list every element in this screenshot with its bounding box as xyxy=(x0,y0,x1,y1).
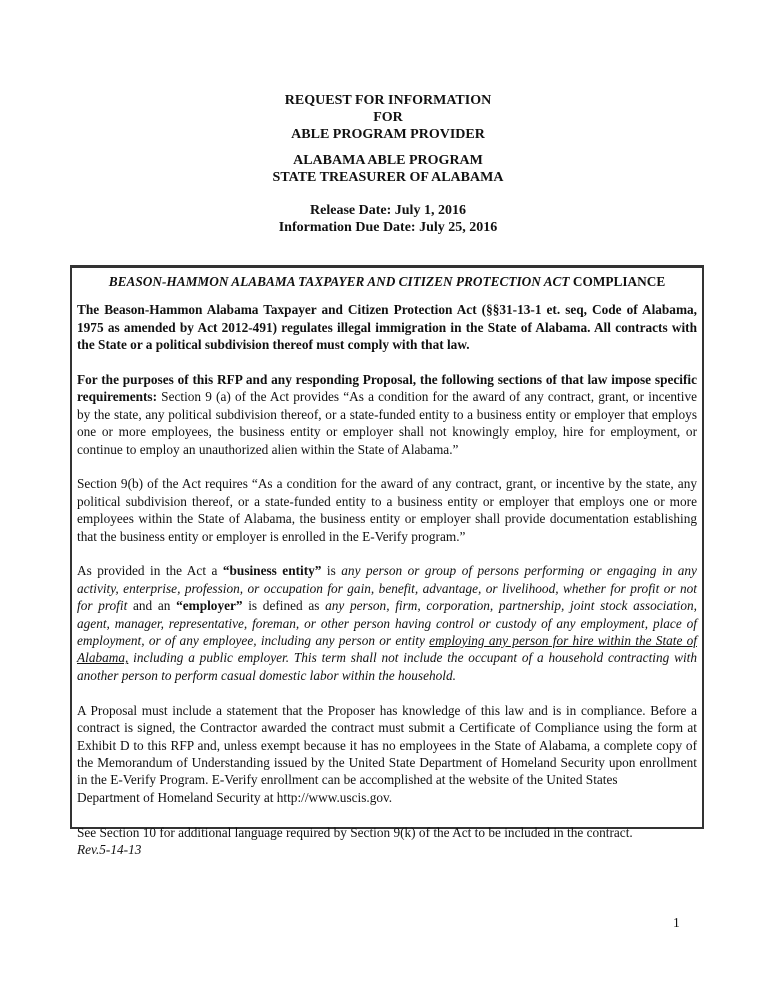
term-business-entity: “business entity” xyxy=(222,563,322,579)
title-line: FOR xyxy=(373,110,403,125)
title-line: REQUEST FOR INFORMATION xyxy=(284,93,492,108)
release-date: Release Date: July 1, 2016 xyxy=(310,203,466,218)
title-line: ABLE PROGRAM PROVIDER xyxy=(291,127,485,142)
document-title xyxy=(0,92,768,143)
paragraph-section-10: See Section 10 for additional language required by Section 9(k) of the Act to be included in the contract. xyxy=(77,824,633,840)
paragraph-intro: The Beason-Hammon Alabama Taxpayer and Citizen Protection Act (§§31-13-1 et. seq, Code of Alabama, 1975 as amended by Act 2012-491) regulates illegal immigration in the State of Alabama. All contracts with the State or a political subdivision thereof must comply with that law. xyxy=(77,302,697,353)
due-date: Information Due Date: July 25, 2016 xyxy=(278,220,498,235)
issuer-block xyxy=(0,152,768,186)
paragraph-lead: For the purposes of this RFP and any responding Proposal, the following sections of that law impose specific requirements: xyxy=(77,372,697,405)
text: is xyxy=(321,563,342,579)
paragraph-proposal-requirements xyxy=(77,702,697,806)
definition-employer-end: including a public employer. This term shall not include the occupant of a household contracting with another person to perform casual domestic labor within the household. xyxy=(77,650,697,683)
issuer-line: STATE TREASURER OF ALABAMA xyxy=(272,170,504,185)
issuer-line: ALABAMA ABLE PROGRAM xyxy=(293,153,483,168)
text: As provided in the Act a xyxy=(77,563,223,579)
paragraph-definitions xyxy=(77,562,697,684)
text: and an xyxy=(127,598,177,614)
dhs-website-text: Department of Homeland Security at http://www.uscis.gov. xyxy=(77,789,393,805)
definition-employer: any person, firm, corporation, partnership, joint stock association, agent, manager, representative, foreman, or other person having control or custody of any employment, place of employment, or of any employee, including any person or entity xyxy=(77,598,697,649)
dates-block xyxy=(0,202,768,236)
text: A Proposal must include a statement that the Proposer has knowledge of this law and is in compliance. Before a contract is signed, the Contractor awarded the contract must submit a Certificate of Compliance using the form at Exhibit D to this RFP and, unless exempt because it has no employees in the State of Alabama, a complete copy of the Memorandum of Understanding issued by the United State Department of Homeland Security upon enrollment in the E-Verify Program. E-Verify enrollment can be accomplished at the website of the United States xyxy=(77,702,697,788)
paragraph-section-9b: Section 9(b) of the Act requires “As a condition for the award of any contract, grant, or incentive by the state, any political subdivision thereof, or a state-funded entity to a business entity or employer that employs one or more employees within the State of Alabama, the business entity or employer shall provide documentation establishing that the business entity or employer is enrolled in the E-Verify program.” xyxy=(77,476,697,544)
term-employer: “employer” xyxy=(176,598,243,614)
revision-note: Rev.5-14-13 xyxy=(77,841,142,857)
compliance-box xyxy=(70,265,704,857)
definition-business-entity: any person or group of persons performing or engaging in any activity, enterprise, profession, or occupation for gain, benefit, advantage, or livelihood, whether for profit or not for profit xyxy=(77,563,697,614)
paragraph-text: Section 9 (a) of the Act provides “As a condition for the award of any contract, grant, or incentive by the state, any political subdivision thereof, or a state-funded entity to a business entity or employer that employs one or more employees, the business entity or employer shall not knowingly employ, hire for employment, or continue to employ an unauthorized alien within the State of Alabama.” xyxy=(77,389,697,457)
box-title-act: BEASON-HAMMON ALABAMA TAXPAYER AND CITIZEN PROTECTION ACT xyxy=(108,274,570,289)
page-number: 1 xyxy=(673,915,680,930)
box-title xyxy=(77,273,697,290)
text: is defined as xyxy=(242,598,326,614)
paragraph-section-9a xyxy=(77,371,697,458)
definition-underlined: employing any person for hire within the State of Alabama, xyxy=(77,633,697,666)
box-title-suffix: COMPLIANCE xyxy=(569,274,666,289)
